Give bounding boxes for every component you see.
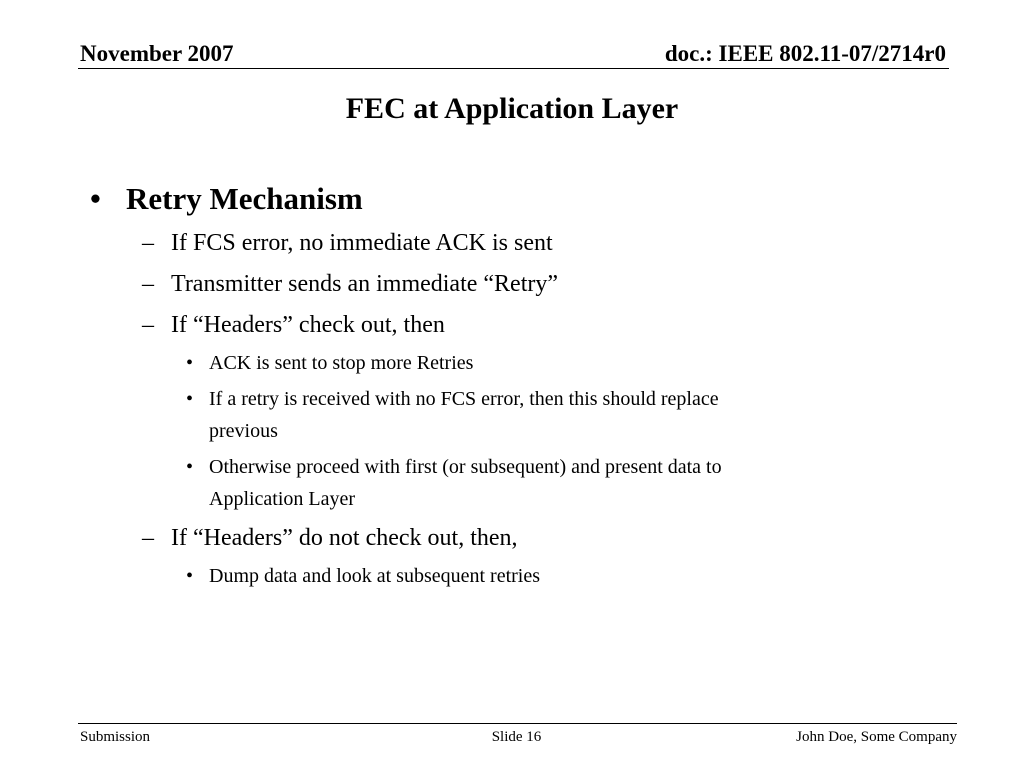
dash-marker: – xyxy=(142,271,154,297)
footer-slide-number: Slide 16 xyxy=(491,729,542,745)
sub-sub-bullet-text-continued: Application Layer xyxy=(209,488,356,510)
sub-bullet-text: If FCS error, no immediate ACK is sent xyxy=(171,230,553,256)
slide-title: FEC at Application Layer xyxy=(345,92,679,125)
dash-marker: – xyxy=(142,312,154,338)
header-doc-id: doc.: IEEE 802.11-07/2714r0 xyxy=(664,41,946,66)
dash-marker: – xyxy=(142,230,154,256)
bullet-marker: • xyxy=(186,388,194,410)
bullet-marker: • xyxy=(186,456,194,478)
header-divider xyxy=(78,68,949,69)
sub-sub-bullet-text: ACK is sent to stop more Retries xyxy=(209,352,474,374)
bullet-marker: • xyxy=(186,565,194,587)
dash-marker: – xyxy=(142,525,154,551)
sub-sub-bullet-text-continued: previous xyxy=(209,420,278,442)
sub-sub-bullet-text: Dump data and look at subsequent retries xyxy=(209,565,541,587)
sub-bullet-text: Transmitter sends an immediate “Retry” xyxy=(171,271,559,297)
sub-bullet-text: If “Headers” check out, then xyxy=(171,312,445,338)
bullet-marker: • xyxy=(186,352,194,374)
sub-sub-bullet-text: Otherwise proceed with first (or subsequent) and present data to xyxy=(209,456,722,478)
bullet-marker: • xyxy=(90,181,101,216)
header-date: November 2007 xyxy=(80,41,234,66)
sub-bullet-text: If “Headers” do not check out, then, xyxy=(171,525,518,551)
footer-author: John Doe, Some Company xyxy=(796,729,957,745)
sub-sub-bullet-text: If a retry is received with no FCS error, then this should replace xyxy=(209,388,719,410)
bullet-main-text: Retry Mechanism xyxy=(126,181,363,216)
footer-submission: Submission xyxy=(80,729,151,745)
footer-divider xyxy=(78,723,957,724)
